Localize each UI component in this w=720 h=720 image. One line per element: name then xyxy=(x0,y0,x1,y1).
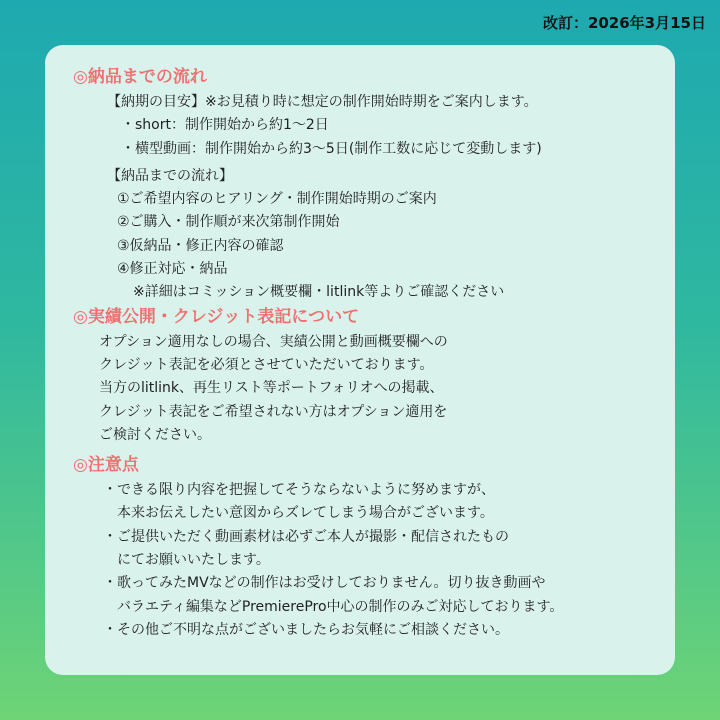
note-line-cont: 本来お伝えしたい意図からズレてしまう場合がございます。 xyxy=(117,505,494,522)
section-title-credit: ◎実績公開・クレジット表記について xyxy=(73,306,360,327)
delivery-period-short: ・short：制作開始から約1〜2日 xyxy=(121,117,329,134)
revision-date: 改訂：2026年3月15日 xyxy=(542,14,706,32)
credit-paragraph-line: ご検討ください。 xyxy=(99,426,211,443)
delivery-period-heading: 【納期の目安】※お見積り時に想定の制作開始時期をご案内します。 xyxy=(107,94,538,110)
credit-paragraph-line: 当方のlitlink、再生リスト等ポートフォリオへの掲載、 xyxy=(99,380,444,397)
flow-note: ※詳細はコミッション概要欄・litlink等よりご確認ください xyxy=(133,284,505,301)
note-line: ・できる限り内容を把握してそうならないように努めますが、 xyxy=(103,482,495,499)
note-line: ・歌ってみたMVなどの制作はお受けしておりません。切り抜き動画や xyxy=(103,575,546,592)
flow-heading: 【納品までの流れ】 xyxy=(107,167,233,184)
flow-step: ②ご購入・制作順が来次第制作開始 xyxy=(117,214,340,231)
note-line: ・ご提供いただく動画素材は必ずご本人が撮影・配信されたもの xyxy=(103,528,509,545)
note-line: ・その他ご不明な点がございましたらお気軽にご相談ください。 xyxy=(103,621,509,638)
section-title-notes: ◎注意点 xyxy=(73,455,139,476)
credit-paragraph-line: オプション適用なしの場合、実績公開と動画概要欄への xyxy=(99,333,448,350)
info-card xyxy=(45,45,675,675)
flow-step: ③仮納品・修正内容の確認 xyxy=(117,237,284,254)
delivery-period-landscape: ・横型動画：制作開始から約3〜5日(制作工数に応じて変動します) xyxy=(121,140,542,157)
section-title-delivery-flow: ◎納品までの流れ xyxy=(73,67,207,87)
credit-paragraph-line: クレジット表記をご希望されない方はオプション適用を xyxy=(99,403,448,420)
flow-step: ④修正対応・納品 xyxy=(117,261,228,278)
credit-paragraph-line: クレジット表記を必須とさせていただいております。 xyxy=(99,356,434,373)
note-line-cont: にてお願いいたします。 xyxy=(117,552,270,569)
note-line-cont: バラエティ編集などPremierePro中心の制作のみご対応しております。 xyxy=(117,598,564,615)
flow-step: ①ご希望内容のヒアリング・制作開始時期のご案内 xyxy=(117,191,437,208)
